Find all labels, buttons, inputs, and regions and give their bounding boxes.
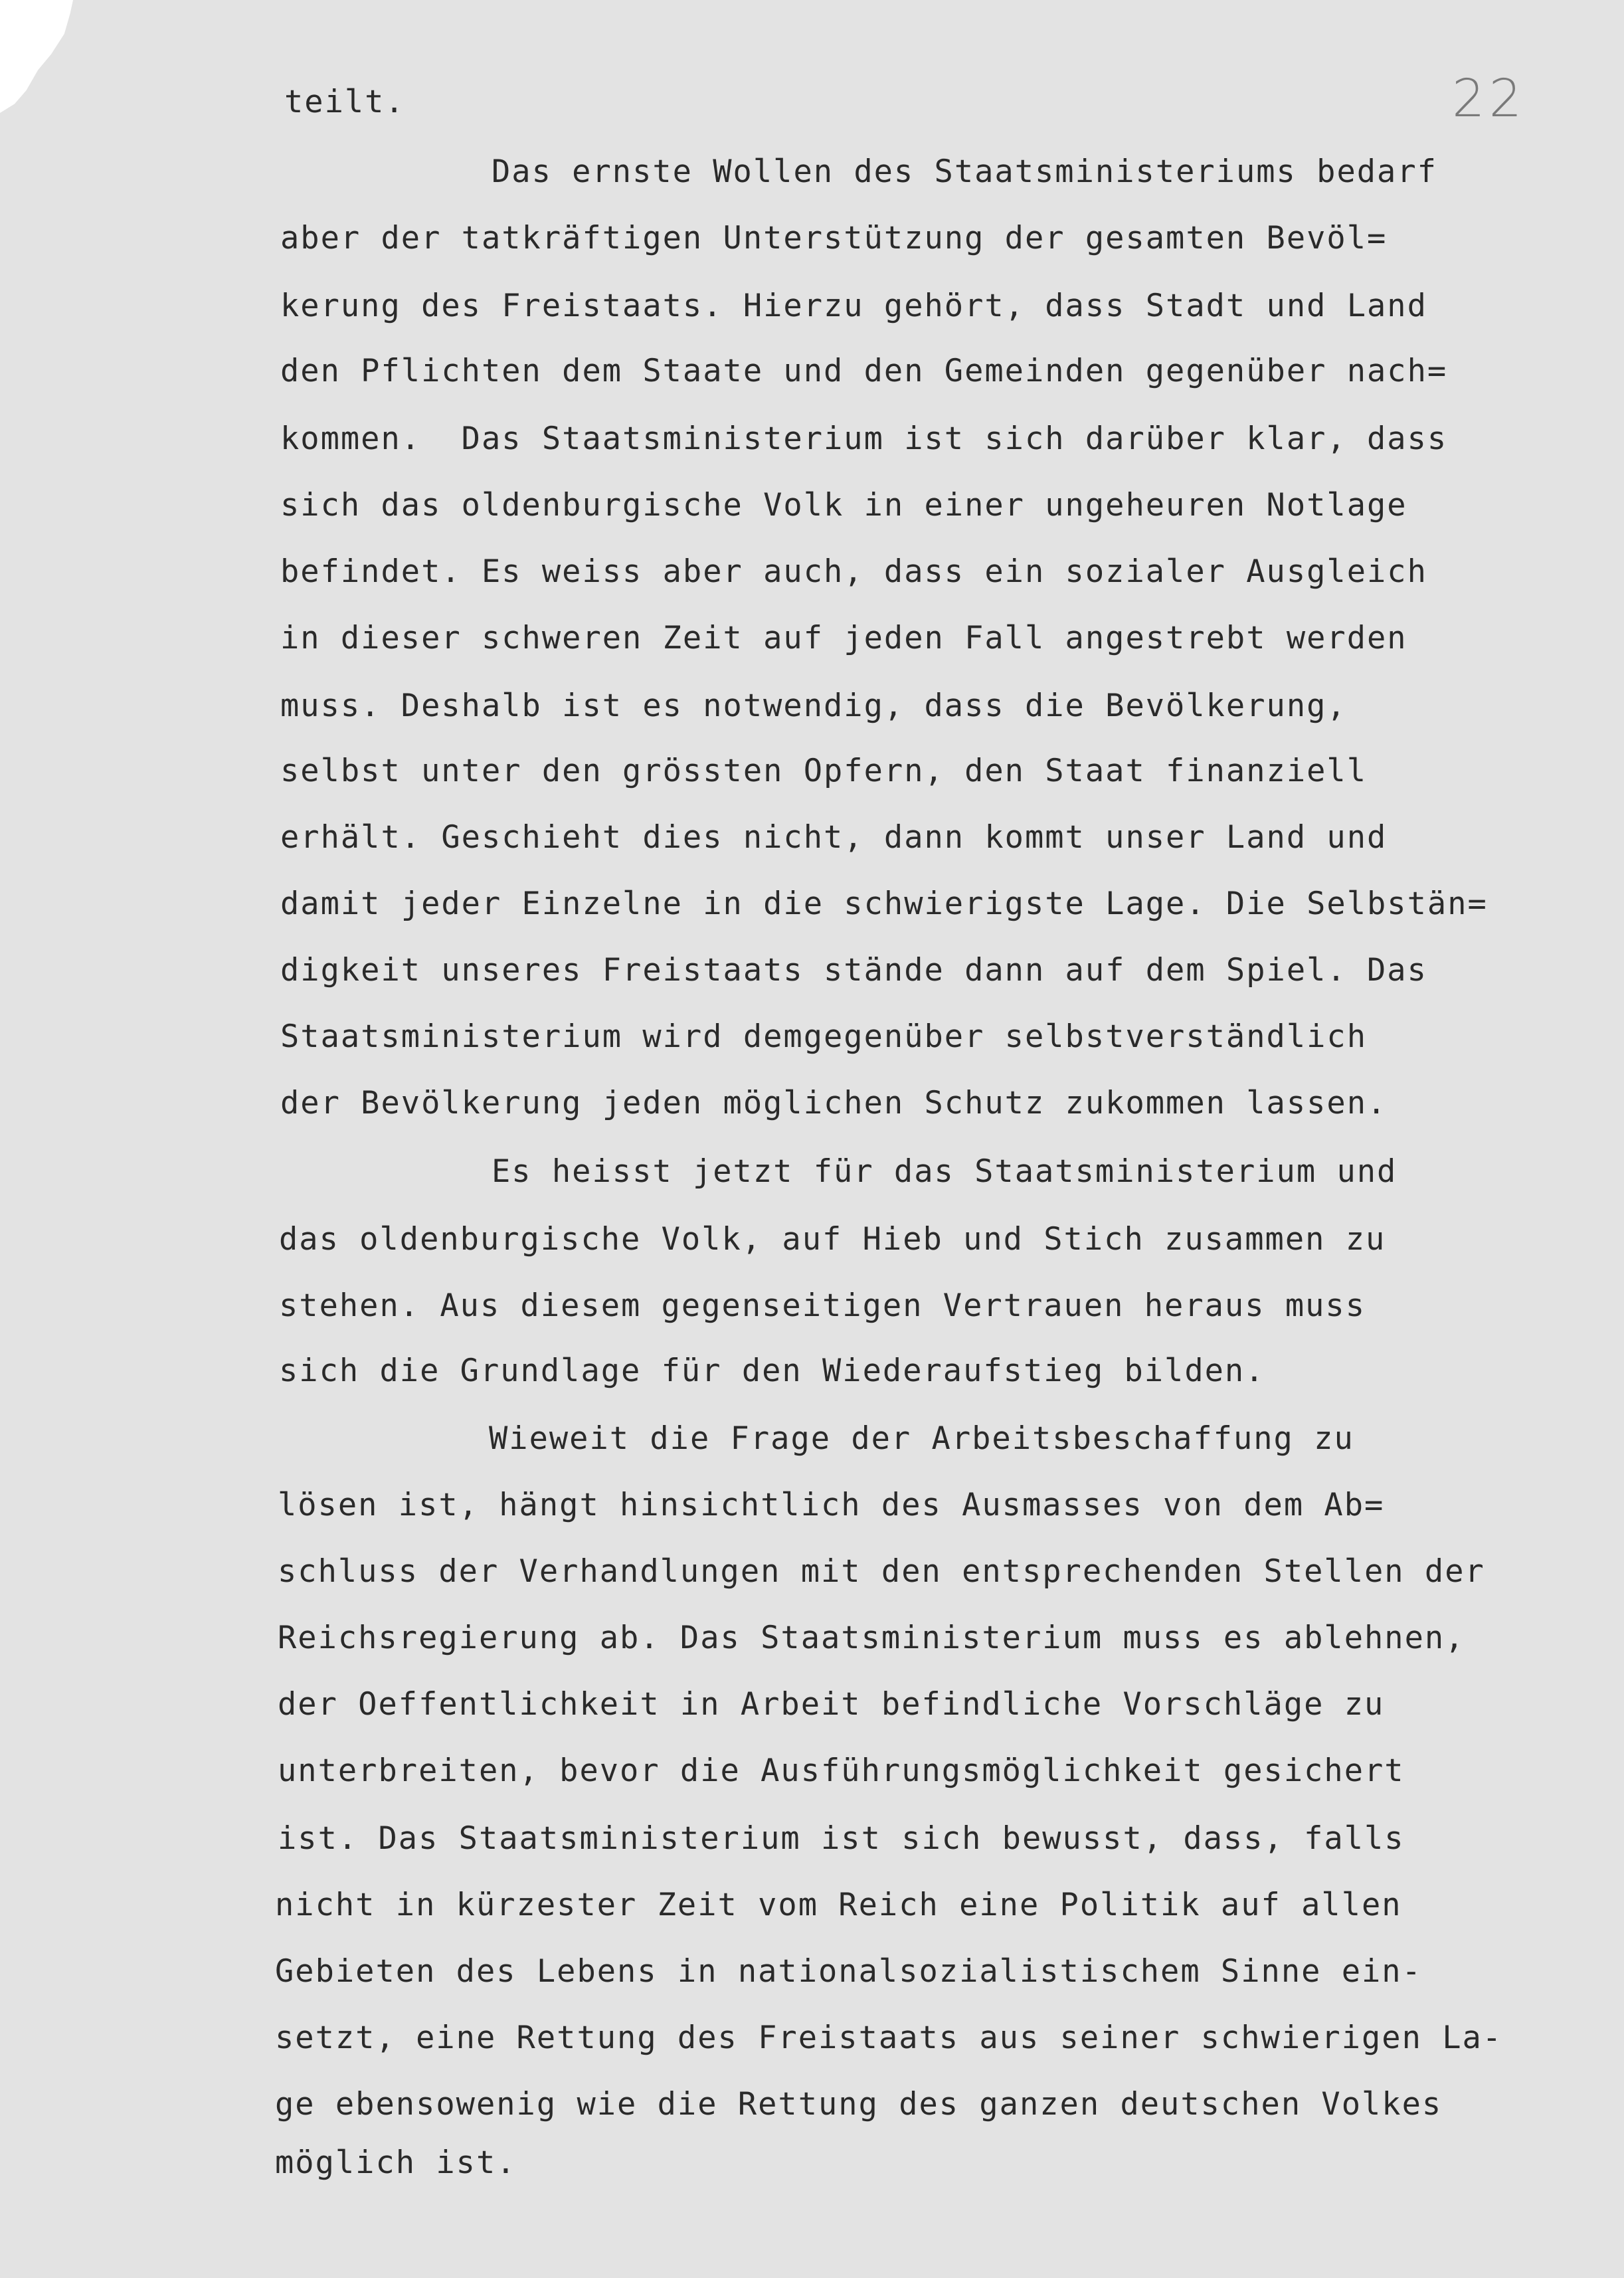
text-line: unterbreiten, bevor die Ausführungsmöglichkeit gesichert: [278, 1753, 1405, 1789]
text-line: Es heisst jetzt für das Staatsministerium und: [492, 1153, 1398, 1190]
text-line: kommen. Das Staatsministerium ist sich darüber klar, dass: [280, 421, 1448, 457]
text-line: kerung des Freistaats. Hierzu gehört, dass Stadt und Land: [280, 288, 1427, 324]
text-line: nicht in kürzester Zeit vom Reich eine Politik auf allen: [275, 1887, 1402, 1923]
torn-corner: [0, 0, 73, 113]
text-line: ge ebensowenig wie die Rettung des ganzen deutschen Volkes: [275, 2086, 1443, 2123]
text-line: der Bevölkerung jeden möglichen Schutz zukommen lassen.: [280, 1085, 1388, 1121]
text-line: setzt, eine Rettung des Freistaats aus seiner schwierigen La-: [275, 2020, 1503, 2056]
text-line: aber der tatkräftigen Unterstützung der gesamten Bevöl=: [280, 220, 1388, 256]
text-line: erhält. Geschieht dies nicht, dann kommt unser Land und: [280, 819, 1388, 856]
text-line: teilt.: [284, 84, 405, 120]
text-line: möglich ist.: [275, 2144, 517, 2181]
text-line: digkeit unseres Freistaats stände dann auf dem Spiel. Das: [280, 952, 1427, 989]
text-line: sich die Grundlage für den Wiederaufstieg bilden.: [279, 1353, 1265, 1389]
text-line: ist. Das Staatsministerium ist sich bewusst, dass, falls: [278, 1820, 1405, 1857]
text-line: in dieser schweren Zeit auf jeden Fall angestrebt werden: [280, 620, 1407, 656]
text-line: selbst unter den grössten Opfern, den Staat finanziell: [280, 753, 1368, 789]
text-line: Reichsregierung ab. Das Staatsministerium muss es ablehnen,: [278, 1620, 1465, 1656]
text-line: den Pflichten dem Staate und den Gemeinden gegenüber nach=: [280, 353, 1448, 389]
text-line: befindet. Es weiss aber auch, dass ein sozialer Ausgleich: [280, 553, 1427, 590]
text-line: Wieweit die Frage der Arbeitsbeschaffung zu: [489, 1420, 1354, 1457]
text-line: Gebieten des Lebens in nationalsozialistischem Sinne ein-: [275, 1953, 1422, 1990]
text-line: lösen ist, hängt hinsichtlich des Ausmasses von dem Ab=: [278, 1487, 1385, 1523]
text-line: stehen. Aus diesem gegenseitigen Vertrauen heraus muss: [279, 1287, 1366, 1324]
text-line: Das ernste Wollen des Staatsministeriums bedarf: [492, 153, 1437, 190]
text-line: das oldenburgische Volk, auf Hieb und Stich zusammen zu: [279, 1221, 1386, 1258]
text-line: der Oeffentlichkeit in Arbeit befindliche Vorschläge zu: [278, 1686, 1385, 1723]
text-line: muss. Deshalb ist es notwendig, dass die Bevölkerung,: [280, 688, 1347, 724]
text-line: damit jeder Einzelne in die schwierigste Lage. Die Selbstän=: [280, 886, 1488, 922]
text-line: schluss der Verhandlungen mit den entsprechenden Stellen der: [278, 1553, 1485, 1590]
text-line: Staatsministerium wird demgegenüber selbstverständlich: [280, 1018, 1368, 1055]
text-line: sich das oldenburgische Volk in einer ungeheuren Notlage: [280, 487, 1407, 523]
page-number: 22: [1452, 69, 1526, 129]
